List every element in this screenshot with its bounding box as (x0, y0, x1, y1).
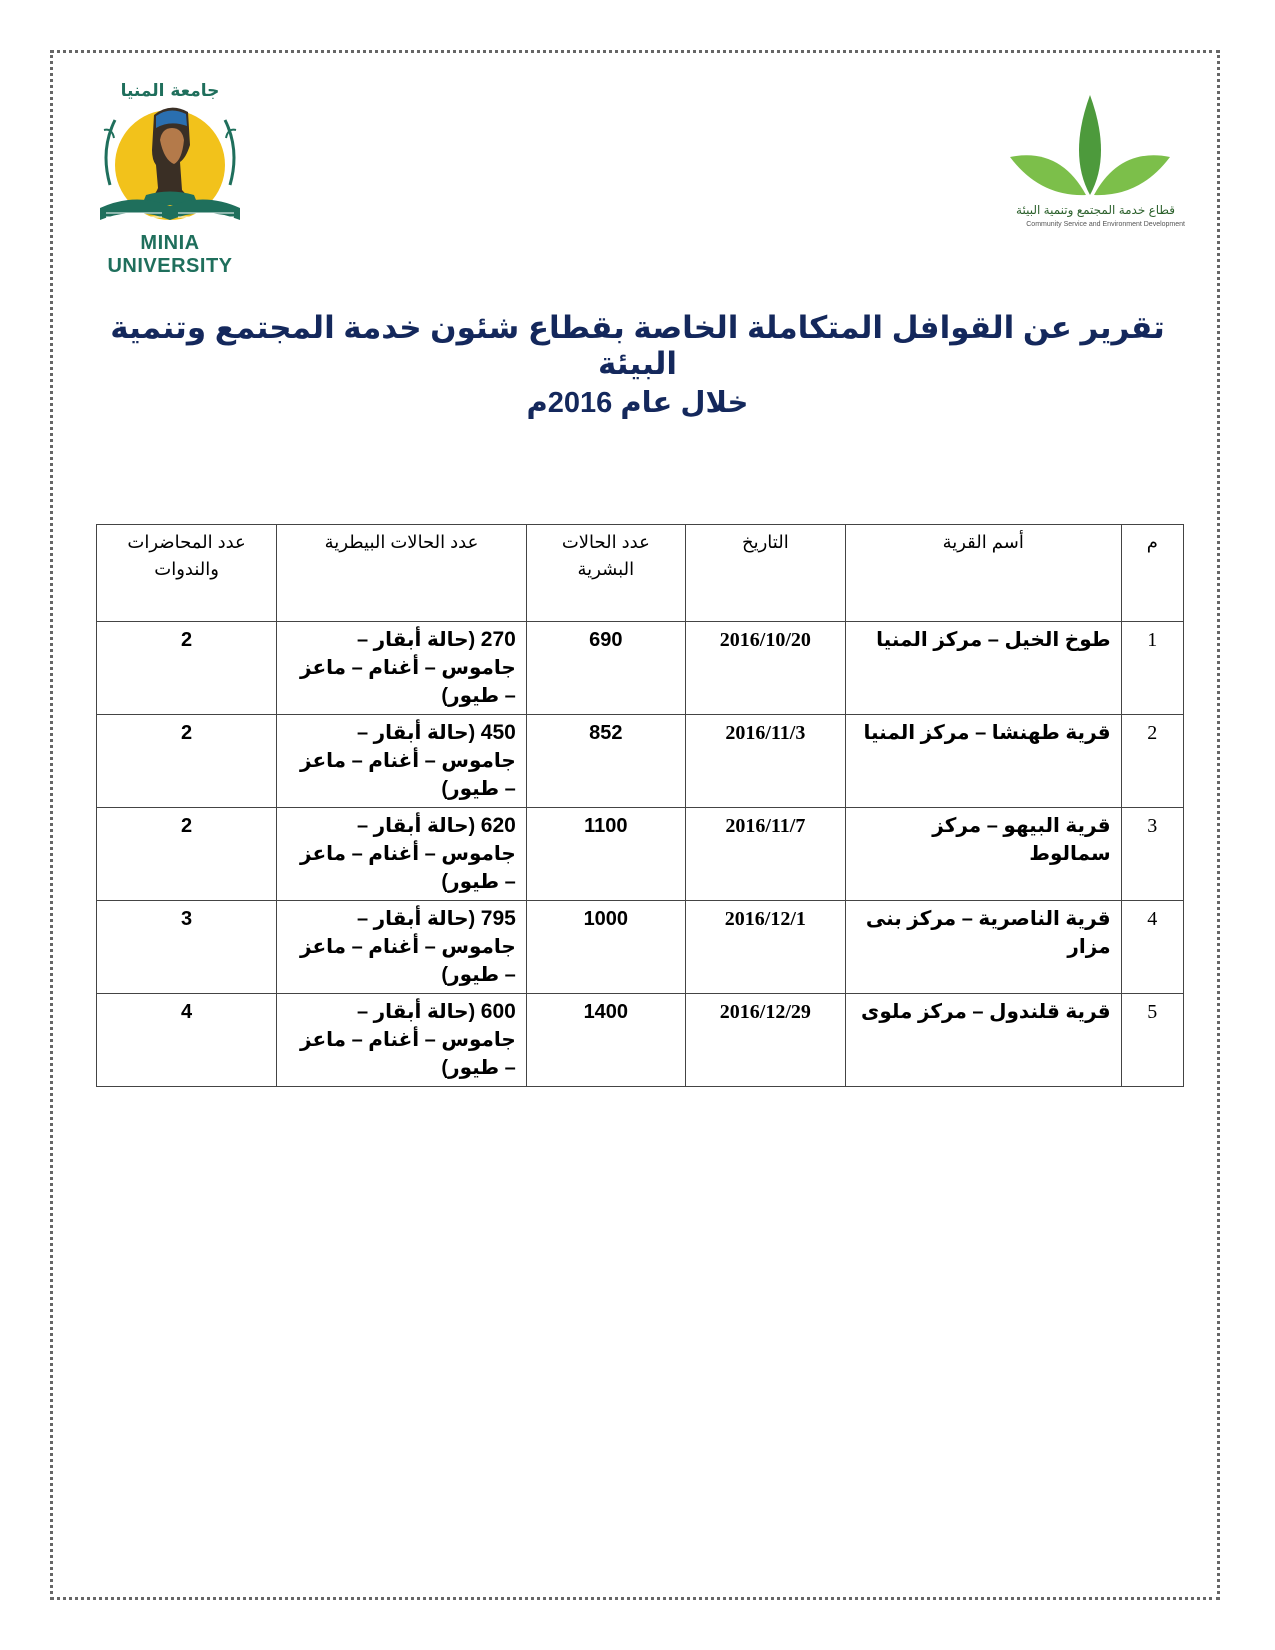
table-row (97, 994, 1184, 1087)
caravans-table (96, 524, 1184, 1087)
cell-date: 2016/12/29 (685, 994, 845, 1087)
cell-lectures: 4 (97, 994, 277, 1087)
vet-count: 620 (480, 814, 516, 837)
cell-num: 3 (1121, 808, 1183, 901)
table-row (97, 808, 1184, 901)
table-row (97, 901, 1184, 994)
cell-lectures: 3 (97, 901, 277, 994)
cell-vet-cases (277, 901, 527, 994)
header-date: التاريخ (685, 525, 845, 622)
cell-num: 5 (1121, 994, 1183, 1087)
sector-arabic-name: قطاع خدمة المجتمع وتنمية البيئة (1016, 203, 1175, 217)
header-num: م (1121, 525, 1183, 622)
cell-human-cases: 1100 (526, 808, 685, 901)
cell-village: طوخ الخيل – مركز المنيا (845, 622, 1121, 715)
cell-village: قرية طهنشا – مركز المنيا (845, 715, 1121, 808)
header-lectures: عدد المحاضرات والندوات (97, 525, 277, 622)
cell-vet-cases (277, 622, 527, 715)
table-row (97, 715, 1184, 808)
header-vet-cases: عدد الحالات البيطرية (277, 525, 527, 622)
sector-english-name: Community Service and Environment Development (1026, 221, 1185, 228)
cell-date: 2016/12/1 (685, 901, 845, 994)
report-subtitle: خلال عام 2016م (526, 387, 749, 419)
header-human-cases: عدد الحالات البشرية (526, 525, 685, 622)
community-service-logo (990, 85, 1190, 245)
cell-vet-cases (277, 808, 527, 901)
cell-village: قرية البيهو – مركز سمالوط (845, 808, 1121, 901)
cell-human-cases: 852 (526, 715, 685, 808)
table-row (97, 622, 1184, 715)
nefertiti-emblem-icon (90, 80, 250, 235)
cell-village: قرية قلندول – مركز ملوى (845, 994, 1121, 1087)
cell-human-cases: 1000 (526, 901, 685, 994)
vet-count: 795 (480, 907, 516, 930)
vet-count: 270 (480, 628, 516, 651)
cell-lectures: 2 (97, 808, 277, 901)
vet-detail: (حالة أبقار – جاموس – أغنام – ماعز – طيور) (300, 629, 516, 707)
vet-detail: (حالة أبقار – جاموس – أغنام – ماعز – طيور) (300, 1001, 516, 1079)
cell-date: 2016/10/20 (685, 622, 845, 715)
header-village: أسم القرية (845, 525, 1121, 622)
vet-count: 450 (480, 721, 516, 744)
minia-university-logo (90, 80, 250, 277)
cell-vet-cases (277, 715, 527, 808)
cell-village: قرية الناصرية – مركز بنى مزار (845, 901, 1121, 994)
vet-detail: (حالة أبقار – جاموس – أغنام – ماعز – طيور) (300, 908, 516, 986)
report-title: تقرير عن القوافل المتكاملة الخاصة بقطاع شئون خدمة المجتمع وتنمية البيئة (110, 310, 1165, 381)
vet-detail: (حالة أبقار – جاموس – أغنام – ماعز – طيور) (300, 722, 516, 800)
cell-date: 2016/11/3 (685, 715, 845, 808)
cell-lectures: 2 (97, 715, 277, 808)
cell-num: 4 (1121, 901, 1183, 994)
cell-human-cases: 690 (526, 622, 685, 715)
cell-vet-cases (277, 994, 527, 1087)
minia-arabic-name: جامعة المنيا (120, 81, 220, 101)
cell-num: 1 (1121, 622, 1183, 715)
cell-human-cases: 1400 (526, 994, 685, 1087)
minia-english-name: MINIA UNIVERSITY (107, 232, 233, 277)
table-header-row (97, 525, 1184, 622)
cell-lectures: 2 (97, 622, 277, 715)
vet-detail: (حالة أبقار – جاموس – أغنام – ماعز – طيور) (300, 815, 516, 893)
cell-num: 2 (1121, 715, 1183, 808)
cell-date: 2016/11/7 (685, 808, 845, 901)
leaves-icon (990, 85, 1190, 200)
vet-count: 600 (480, 1000, 516, 1023)
